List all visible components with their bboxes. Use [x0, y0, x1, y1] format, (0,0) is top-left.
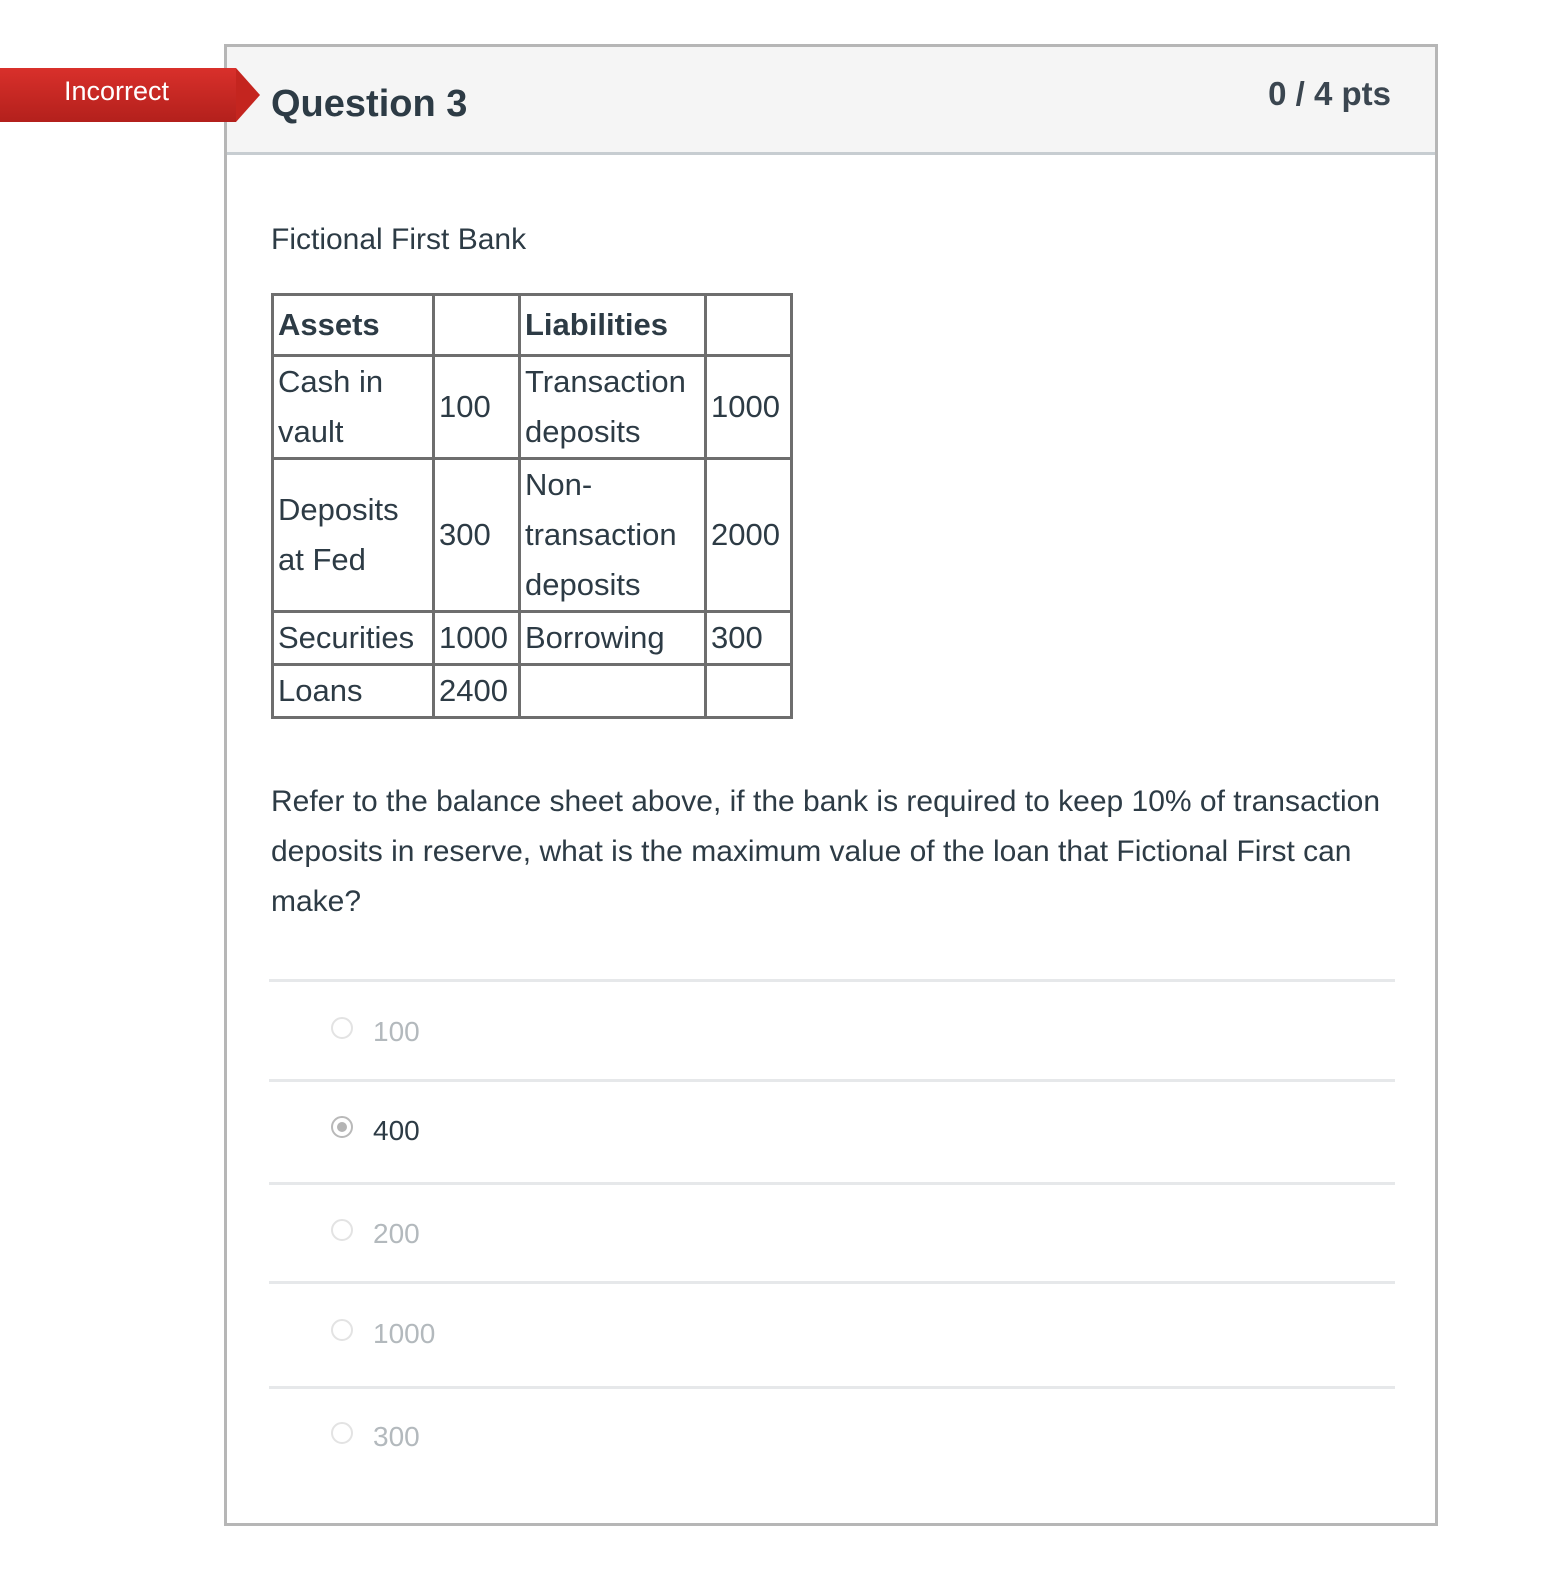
table-header-row: [273, 295, 792, 356]
question-card: [224, 44, 1438, 1526]
asset-name: Cash in vault: [273, 356, 434, 459]
answer-label: 300: [373, 1421, 420, 1452]
header-liabilities: Liabilities: [520, 295, 706, 356]
radio-button[interactable]: [331, 1319, 353, 1341]
answer-label: 200: [373, 1218, 420, 1249]
radio-button-selected[interactable]: [331, 1116, 353, 1138]
header-assets-value: [434, 295, 520, 356]
answer-option[interactable]: [269, 1386, 1395, 1484]
answer-option[interactable]: [269, 1182, 1395, 1281]
header-assets: Assets: [273, 295, 434, 356]
radio-button[interactable]: [331, 1017, 353, 1039]
asset-name: Deposits at Fed: [273, 459, 434, 612]
answer-option[interactable]: [269, 979, 1395, 1079]
asset-value: 1000: [434, 612, 520, 665]
asset-value: 100: [434, 356, 520, 459]
asset-name: Securities: [273, 612, 434, 665]
liability-name: Non-transaction deposits: [520, 459, 706, 612]
question-header: [227, 47, 1435, 155]
table-row: [273, 356, 792, 459]
answer-label: 1000: [373, 1318, 436, 1349]
table-row: [273, 665, 792, 718]
incorrect-badge: [0, 68, 236, 122]
liability-name: Borrowing: [520, 612, 706, 665]
bank-name: Fictional First Bank: [271, 223, 527, 256]
radio-button[interactable]: [331, 1422, 353, 1444]
liability-value: [706, 665, 792, 718]
question-points: 0 / 4 pts: [1268, 75, 1391, 112]
incorrect-badge-label: Incorrect: [64, 76, 170, 106]
liability-name: Transaction deposits: [520, 356, 706, 459]
answer-label: 400: [373, 1115, 420, 1146]
table-row: [273, 459, 792, 612]
liability-value: 1000: [706, 356, 792, 459]
radio-button[interactable]: [331, 1219, 353, 1241]
question-text: Refer to the balance sheet above, if the bank is required to keep 10% of transaction deposits in reserve, what is the maximum value of the loan that Fictional First can make?: [271, 785, 1381, 918]
answer-list: [269, 979, 1395, 1484]
asset-value: 300: [434, 459, 520, 612]
balance-sheet-table: [271, 293, 793, 719]
table-row: [273, 612, 792, 665]
liability-value: 300: [706, 612, 792, 665]
header-liabilities-value: [706, 295, 792, 356]
liability-value: 2000: [706, 459, 792, 612]
liability-name: [520, 665, 706, 718]
question-title: Question 3: [271, 83, 468, 125]
answer-option[interactable]: [269, 1079, 1395, 1182]
asset-name: Loans: [273, 665, 434, 718]
answer-label: 100: [373, 1016, 420, 1047]
answer-option[interactable]: [269, 1281, 1395, 1386]
asset-value: 2400: [434, 665, 520, 718]
